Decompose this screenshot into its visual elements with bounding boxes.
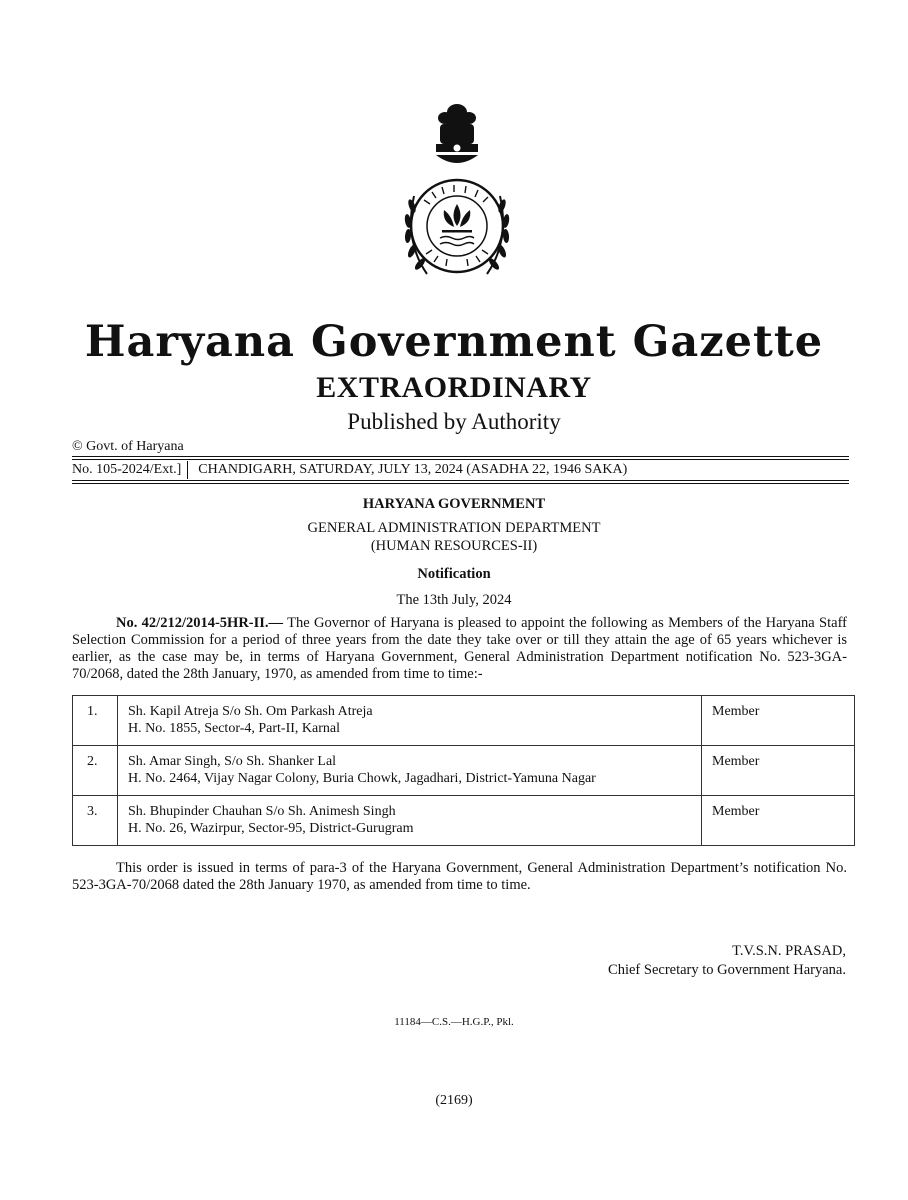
- bottom-rule-double: [72, 483, 849, 484]
- gazette-title: Haryana Government Gazette: [84, 317, 824, 367]
- top-rule-double: [72, 459, 849, 460]
- published-by-line: Published by Authority: [347, 409, 561, 434]
- notification-body: [72, 615, 847, 683]
- government-heading: HARYANA GOVERNMENT: [362, 496, 546, 512]
- closing-paragraph: This order is issued in terms of para-3 of the Haryana Government, General Administration Department’s notification No. 523-3GA-70/2068 dated the 28th January 1970, as amended from time to time.: [72, 860, 847, 893]
- bottom-rule: [72, 480, 849, 481]
- member-details: [118, 796, 702, 846]
- member-role: Member: [702, 696, 855, 746]
- table-row: [73, 696, 855, 746]
- member-name: Sh. Kapil Atreja S/o Sh. Om Parkash Atreja: [128, 704, 373, 719]
- member-role: Member: [702, 746, 855, 796]
- members-table: [72, 695, 855, 846]
- table-row: [73, 746, 855, 796]
- member-address: H. No. 26, Wazirpur, Sector-95, District-Gurugram: [128, 821, 414, 836]
- member-number: 1.: [73, 696, 118, 746]
- member-number: 3.: [73, 796, 118, 846]
- department-heading: GENERAL ADMINISTRATION DEPARTMENT: [307, 520, 601, 536]
- issue-number: No. 105-2024/Ext.]: [72, 461, 188, 479]
- haryana-state-emblem: [382, 96, 532, 301]
- notification-text: The Governor of Haryana is pleased to appoint the following as Members of the Haryana Staff Selection Commission for a period of three years from the date they take over or till they attain the age of 65 years whichever is earlier, as the case may be, in terms of Haryana Government, General Administration Department notification No. 523-3GA-70/2068, dated the 28th January, 1970, as amended from time to time:-: [72, 615, 847, 682]
- member-address: H. No. 2464, Vijay Nagar Colony, Buria Chowk, Jagadhari, District-Yamuna Nagar: [128, 771, 596, 786]
- member-role: Member: [702, 796, 855, 846]
- top-rule: [72, 456, 849, 457]
- issue-line: [72, 461, 849, 479]
- member-details: [118, 746, 702, 796]
- member-name: Sh. Amar Singh, S/o Sh. Shanker Lal: [128, 754, 337, 769]
- notification-date: The 13th July, 2024: [396, 592, 512, 608]
- member-name: Sh. Bhupinder Chauhan S/o Sh. Animesh Singh: [128, 804, 396, 819]
- signatory-name: T.V.S.N. PRASAD,: [732, 943, 846, 959]
- notification-heading: Notification: [417, 566, 491, 582]
- member-number: 2.: [73, 746, 118, 796]
- issue-place-date: CHANDIGARH, SATURDAY, JULY 13, 2024 (ASADHA 22, 1946 SAKA): [198, 462, 628, 477]
- member-address: H. No. 1855, Sector-4, Part-II, Karnal: [128, 721, 340, 736]
- printer-reference: 11184—C.S.—H.G.P., Pkl.: [394, 1016, 514, 1028]
- gazette-subtitle: EXTRAORDINARY: [316, 371, 592, 404]
- copyright-line: © Govt. of Haryana: [72, 439, 184, 454]
- page-number: (2169): [435, 1093, 473, 1108]
- member-details: [118, 696, 702, 746]
- notification-reference: No. 42/212/2014-5HR-II.—: [116, 615, 284, 631]
- table-row: [73, 796, 855, 846]
- signatory-designation: Chief Secretary to Government Haryana.: [608, 962, 846, 978]
- branch-heading: (HUMAN RESOURCES-II): [370, 538, 538, 554]
